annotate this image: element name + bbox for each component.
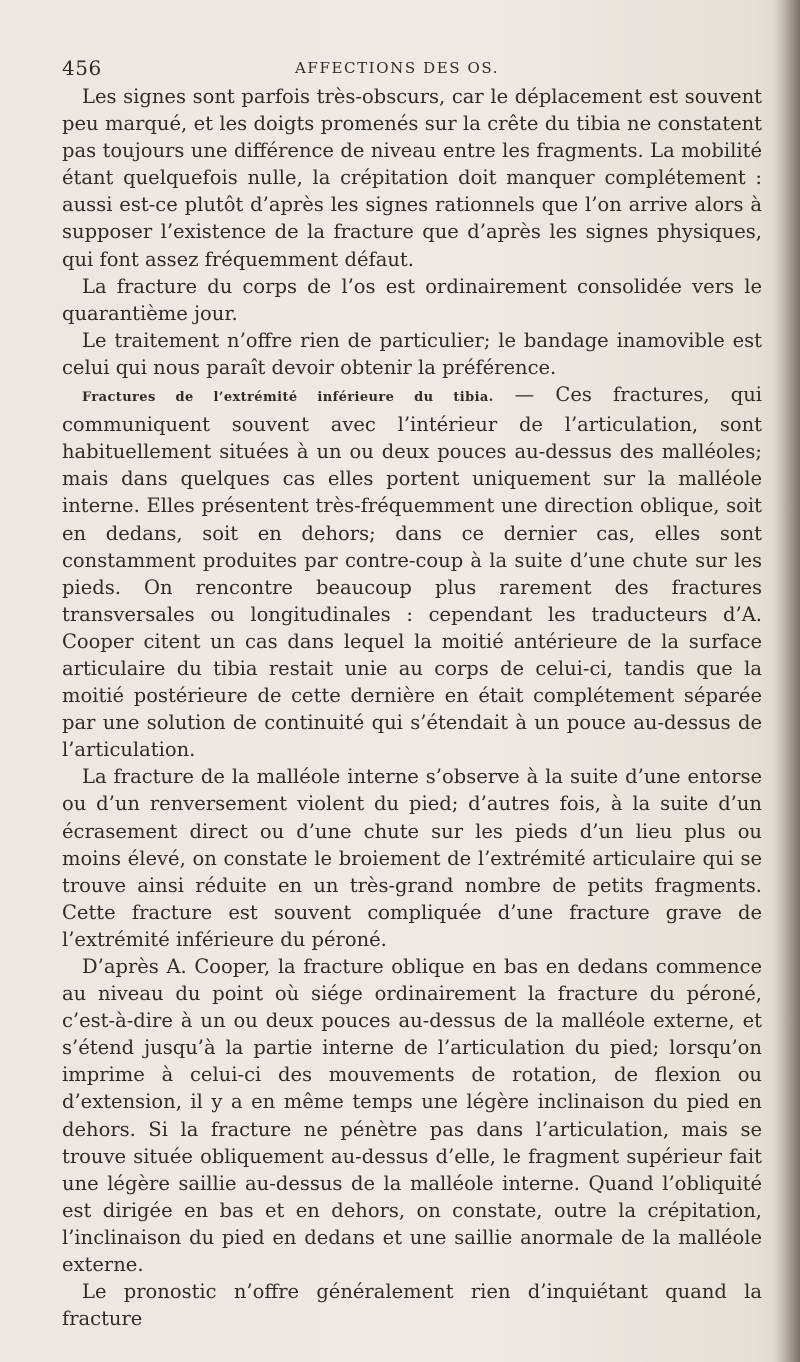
- paragraph: D’après A. Cooper, la fracture oblique en bas en dedans commence au niveau du point où siége ordinairement la fracture du péroné, c’est-à-dire à un ou deux pouces au-dessus de la malléole externe, et s’étend jusqu’à la partie interne de l’articulation du pied; lorsqu’on imprime à celui-ci des mouvements de rotation, de flexion ou d’extension, il y a en même temps une légère inclinaison du pied en dehors. Si la fracture ne pénètre pas dans l’articulation, mais se trouve située obliquement au-dessus d’elle, le fragment supérieur fait une légère saillie au-dessus de la malléole interne. Quand l’obliquité est dirigée en bas et en dehors, on constate, outre la crépitation, l’inclinaison du pied en dedans et une saillie anormale de la malléole externe.: [62, 955, 762, 1277]
- paragraph: La fracture du corps de l’os est ordinairement consolidée vers le quarantième jour.: [62, 274, 762, 325]
- body-text: [62, 83, 762, 1332]
- page-edge-shadow: [774, 0, 800, 1362]
- paragraph-with-heading: [62, 381, 762, 763]
- paragraph: La fracture de la malléole interne s’observe à la suite d’une entorse ou d’un renversement violent du pied; d’autres fois, à la suite d’un écrasement direct ou d’une chute sur les pieds d’un lieu plus ou moins élevé, on constate le broiement de l’extrémité articulaire qui se trouve ainsi réduite en un très-grand nombre de petits fragments. Cette fracture est souvent compliquée d’une fracture grave de l’extrémité inférieure du péroné.: [62, 765, 762, 951]
- paragraph-text: — Ces fractures, qui communiquent souvent avec l’intérieur de l’articulation, sont habituellement situées à un ou deux pouces au-dessus des malléoles; mais dans quelques cas elles portent uniquement sur la malléole interne. Elles présentent très-fréquemment une direction oblique, soit en dedans, soit en dehors; dans ce dernier cas, elles sont constamment produites par contre-coup à la suite d’une chute sur les pieds. On rencontre beaucoup plus rarement des fractures transversales ou longitudinales : cependant les traducteurs d’A. Cooper citent un cas dans lequel la moitié antérieure de la surface articulaire du tibia restait unie au corps de celui-ci, tandis que la moitié postérieure de cette dernière en était complétement séparée par une solution de continuité qui s’étendait à un pouce au-dessus de l’articulation.: [62, 383, 762, 762]
- paragraph: Le pronostic n’offre généralement rien d’inquiétant quand la fracture: [62, 1280, 762, 1331]
- paragraph: Les signes sont parfois très-obscurs, car le déplacement est souvent peu marqué, et les doigts promenés sur la crête du tibia ne constatent pas toujours une différence de niveau entre les fragments. La mobilité étant quelquefois nulle, la crépitation doit manquer complétement : aussi est-ce plutôt d’après les signes rationnels que l’on arrive alors à supposer l’existence de la fracture que d’après les signes physiques, qui font assez fréquemment défaut.: [62, 85, 762, 271]
- page-number: 456: [62, 56, 102, 80]
- paragraph: Le traitement n’offre rien de particulier; le bandage inamovible est celui qui nous paraît devoir obtenir la préférence.: [62, 328, 762, 379]
- running-title: AFFECTIONS DES OS.: [295, 59, 500, 77]
- section-heading: Fractures de l’extrémité inférieure du tibia.: [82, 390, 494, 406]
- page-header: [62, 50, 762, 84]
